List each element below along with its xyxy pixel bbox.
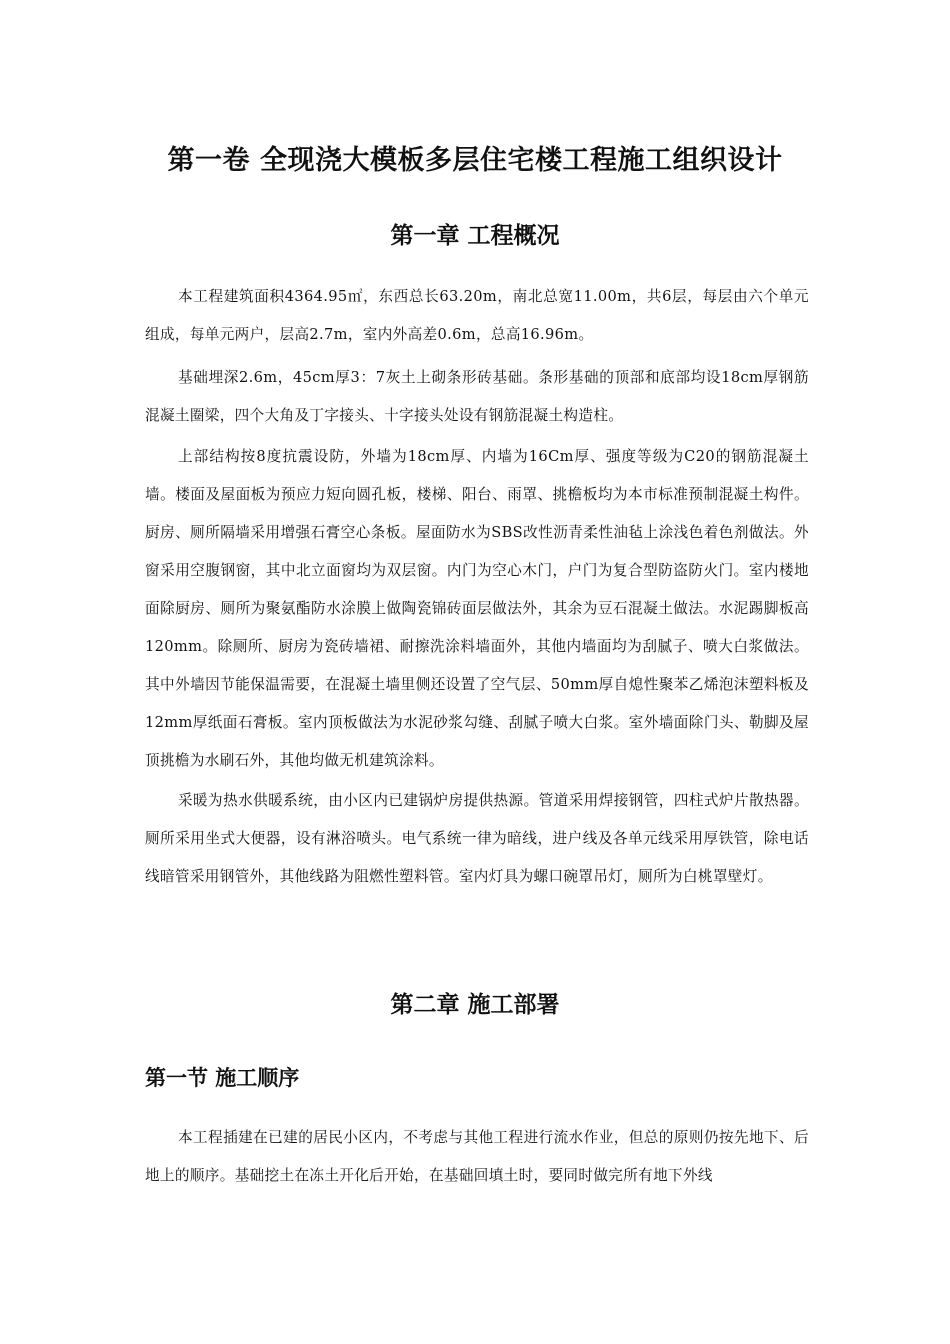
document-title: 第一卷 全现浇大模板多层住宅楼工程施工组织设计 [167, 145, 783, 176]
section-1-paragraph-1: 本工程插建在已建的居民小区内，不考虑与其他工程进行流水作业，但总的原则仍按先地下、后地上的顺序。基础挖土在冻土开化后开始，在基础回填土时，要同时做完所有地下外线 [145, 1129, 809, 1184]
chapter-1-paragraph-1: 本工程建筑面积4364.95㎡，东西总长63.20m，南北总宽11.00m，共6层，每层由六个单元组成，每单元两户，层高2.7m，室内外高差0.6m，总高16.96m。 [145, 288, 809, 343]
chapter-1-paragraph-3: 上部结构按8度抗震设防，外墙为18cm厚、内墙为16Cm厚、强度等级为C20的钢筋混凝土墙。楼面及屋面板为预应力短向圆孔板，楼梯、阳台、雨罩、挑檐板均为本市标准预制混凝土构件。厨房、厕所隔墙采用增强石膏空心条板。屋面防水为SBS改性沥青柔性油毡上涂浅色着色剂做法。外窗采用空腹钢窗，其中北立面窗均为双层窗。内门为空心木门，户门为复合型防盗防火门。室内楼地面除厨房、厕所为聚氨酯防水涂膜上做陶瓷锦砖面层做法外，其余为豆石混凝土做法。水泥踢脚板高120mm。除厕所、厨房为瓷砖墙裙、耐擦洗涂料墙面外，其他内墙面均为刮腻子、喷大白浆做法。其中外墙因节能保温需要，在混凝土墙里侧还设置了空气层、50mm厚自熄性聚苯乙烯泡沫塑料板及12mm厚纸面石膏板。室内顶板做法为水泥砂浆勾缝、刮腻子喷大白浆。室外墙面除门头、勒脚及屋顶挑檐为水刷石外，其他均做无机建筑涂料。 [145, 448, 809, 769]
chapter-2-heading: 第二章 施工部署 [390, 992, 560, 1018]
section-1-heading: 第一节 施工顺序 [145, 1066, 300, 1090]
chapter-1-paragraph-4: 采暖为热水供暖系统，由小区内已建锅炉房提供热源。管道采用焊接钢管，四柱式炉片散热器。厕所采用坐式大便器，设有淋浴喷头。电气系统一律为暗线，进户线及各单元线采用厚铁管，除电话线暗管采用钢管外，其他线路为阻燃性塑料管。室内灯具为螺口碗罩吊灯，厕所为白桃罩壁灯。 [145, 792, 809, 885]
chapter-1-heading: 第一章 工程概况 [390, 223, 560, 249]
chapter-1-paragraph-2: 基础埋深2.6m，45cm厚3：7灰土上砌条形砖基础。条形基础的顶部和底部均设18cm厚钢筋混凝土圈梁，四个大角及丁字接头、十字接头处设有钢筋混凝土构造柱。 [145, 369, 809, 424]
